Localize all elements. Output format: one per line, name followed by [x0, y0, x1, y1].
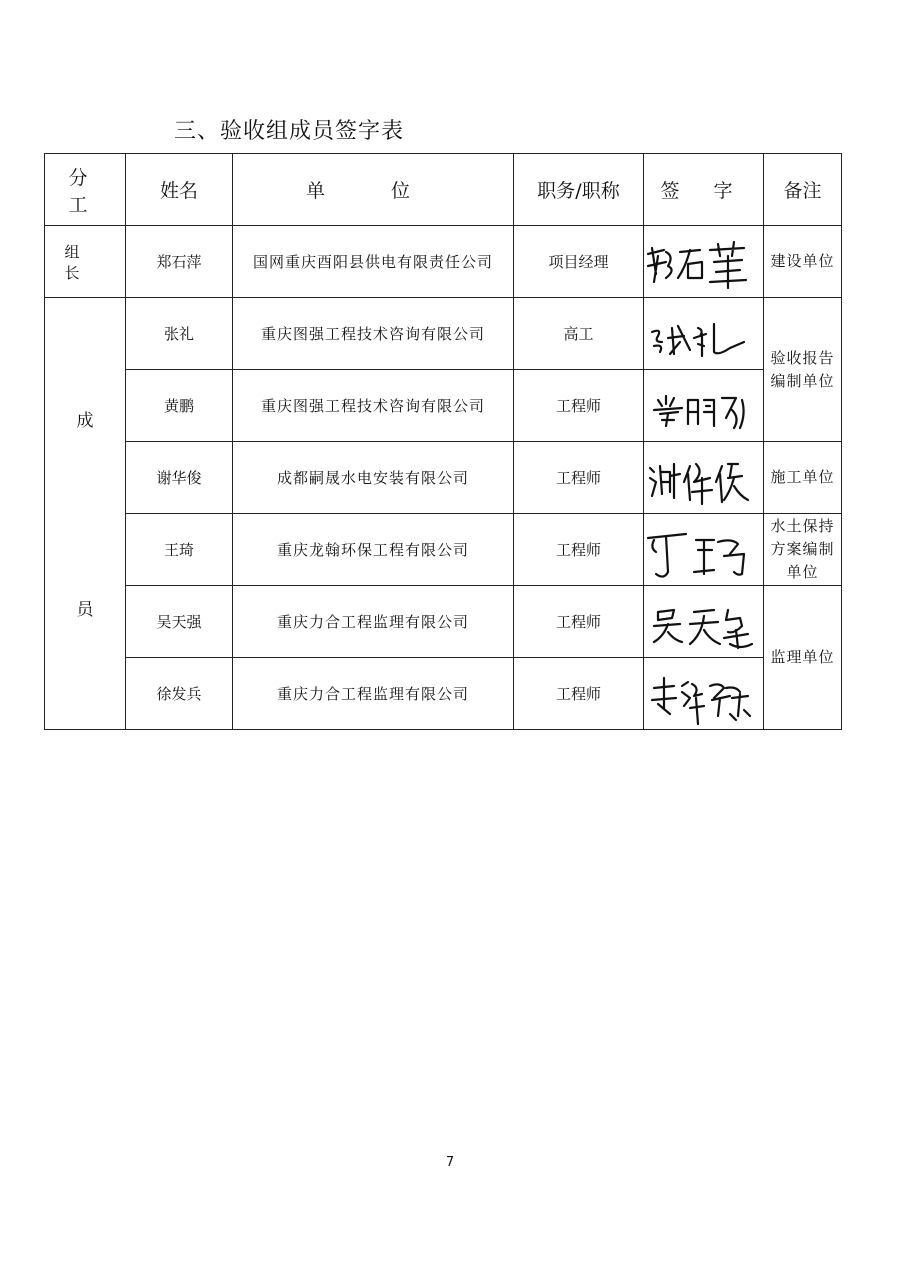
header-position: 职务/职称	[514, 154, 644, 226]
role-member-char-2: 员	[76, 600, 94, 620]
leader-unit: 国网重庆酉阳县供电有限责任公司	[233, 226, 514, 298]
handwritten-signature-wutianqiang	[644, 586, 764, 657]
leader-name: 郑石萍	[126, 226, 233, 298]
member-signature	[644, 658, 764, 730]
header-remark: 备注	[764, 154, 842, 226]
member-position: 工程师	[514, 658, 644, 730]
table-row	[45, 658, 842, 730]
member-signature	[644, 442, 764, 514]
member-name: 徐发兵	[126, 658, 233, 730]
role-leader-label: 组 长	[45, 226, 126, 298]
header-name: 姓名	[126, 154, 233, 226]
table-row	[45, 586, 842, 658]
page-number: 7	[445, 1155, 455, 1170]
member-name: 黄鹏	[126, 370, 233, 442]
member-unit: 重庆图强工程技术咨询有限公司	[233, 298, 514, 370]
leader-signature	[644, 226, 764, 298]
member-name: 吴天强	[126, 586, 233, 658]
table-header-row	[45, 154, 842, 226]
member-unit: 重庆力合工程监理有限公司	[233, 586, 514, 658]
member-name: 王琦	[126, 514, 233, 586]
remark-soil-plan-unit: 水土保持方案编制单位	[764, 514, 842, 586]
member-position: 工程师	[514, 586, 644, 658]
table-row	[45, 370, 842, 442]
member-position: 工程师	[514, 442, 644, 514]
signature-table	[44, 153, 842, 730]
member-unit: 重庆龙翰环保工程有限公司	[233, 514, 514, 586]
member-position: 工程师	[514, 514, 644, 586]
leader-remark: 建设单位	[764, 226, 842, 298]
handwritten-signature-xiehuajun	[644, 442, 764, 513]
leader-position: 项目经理	[514, 226, 644, 298]
member-name: 张礼	[126, 298, 233, 370]
header-role: 分 工	[45, 154, 126, 226]
role-member-label	[45, 298, 126, 730]
header-signature: 签 字	[644, 154, 764, 226]
handwritten-signature-leader	[644, 226, 764, 297]
member-unit: 重庆图强工程技术咨询有限公司	[233, 370, 514, 442]
member-position: 工程师	[514, 370, 644, 442]
header-unit: 单 位	[233, 154, 514, 226]
table-row	[45, 298, 842, 370]
handwritten-signature-zhangli	[644, 298, 764, 369]
member-unit: 重庆力合工程监理有限公司	[233, 658, 514, 730]
role-member-char-1: 成	[76, 411, 94, 431]
member-signature	[644, 370, 764, 442]
handwritten-signature-huangpeng	[644, 370, 764, 441]
handwritten-signature-xufabing	[644, 658, 764, 729]
table-row	[45, 442, 842, 514]
handwritten-signature-wangqi	[644, 514, 764, 585]
member-unit: 成都嗣晟水电安装有限公司	[233, 442, 514, 514]
member-name: 谢华俊	[126, 442, 233, 514]
table-row	[45, 514, 842, 586]
section-title: 三、验收组成员签字表	[174, 119, 405, 144]
member-position: 高工	[514, 298, 644, 370]
remark-supervision-unit: 监理单位	[764, 586, 842, 730]
remark-construction-unit: 施工单位	[764, 442, 842, 514]
member-signature	[644, 514, 764, 586]
member-signature	[644, 586, 764, 658]
member-signature	[644, 298, 764, 370]
table-row-leader	[45, 226, 842, 298]
remark-report-unit: 验收报告编制单位	[764, 298, 842, 442]
